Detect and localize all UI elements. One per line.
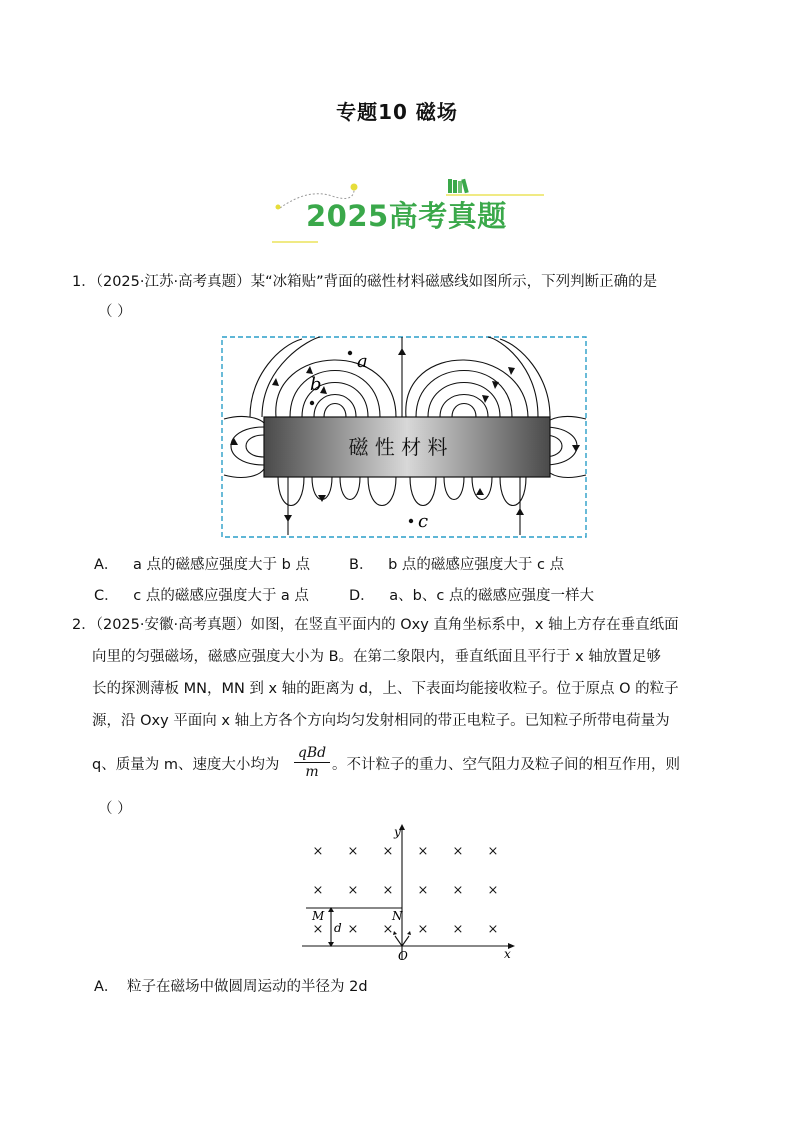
point-b-label: b: [310, 374, 322, 395]
q1-option-d: D． a、b、c 点的磁感应强度一样大: [349, 588, 594, 604]
cross-mark: ×: [347, 883, 359, 898]
origin-label: O: [398, 949, 408, 963]
q2-line-2: 向里的匀强磁场，磁感应强度大小为 B。在第二象限内，垂直纸面且平行于 x 轴放置足够: [92, 649, 661, 665]
point-c-label: c: [418, 511, 429, 532]
cross-mark: ×: [382, 883, 394, 898]
d-label: d: [334, 921, 342, 935]
q1-source: （2025·江苏·高考真题）: [95, 274, 251, 290]
q1-option-a: A． a 点的磁感应强度大于 b 点: [94, 557, 310, 573]
cross-mark: ×: [452, 844, 464, 859]
cross-mark: ×: [312, 844, 324, 859]
cross-mark: ×: [417, 844, 429, 859]
q2-coordinate-figure: [298, 824, 518, 964]
cross-mark: ×: [487, 883, 499, 898]
q2-blank: （ ）: [98, 801, 132, 817]
cross-mark: ×: [347, 844, 359, 859]
cross-mark: ×: [312, 883, 324, 898]
q1-magnetic-figure: [220, 335, 590, 540]
q2-option-a: A． 粒子在磁场中做圆周运动的半径为 2d: [94, 979, 368, 995]
cross-mark: ×: [452, 922, 464, 937]
q2-line-4: 源，沿 Oxy 平面向 x 轴上方各个方向均匀发射相同的带正电粒子。已知粒子所带电荷量为: [92, 713, 670, 729]
cross-mark: ×: [417, 922, 429, 937]
point-a-label: a: [357, 351, 368, 372]
q1-number: 1．: [72, 274, 96, 290]
cross-mark: ×: [347, 922, 359, 937]
cross-mark: ×: [382, 844, 394, 859]
q1-option-c: C． c 点的磁感应强度大于 a 点: [94, 588, 309, 604]
q2-line-5: q、质量为 m、速度大小均为 qBd m 。不计粒子的重力、空气阻力及粒子间的相互作用，则: [92, 745, 680, 780]
q2-line-1: 2．（2025·安徽·高考真题）如图，在竖直平面内的 Oxy 直角坐标系中，x 轴上方存在垂直纸面: [72, 617, 679, 633]
page-title: 专题10 磁场: [336, 100, 458, 124]
cross-mark: ×: [417, 883, 429, 898]
q2-fraction: qBd m: [294, 744, 330, 781]
cross-mark: ×: [452, 883, 464, 898]
q1-blank: （ ）: [98, 304, 132, 320]
q1-option-b: B． b 点的磁感应强度大于 c 点: [349, 557, 565, 573]
section-banner: 2025高考真题: [306, 199, 507, 233]
cross-mark: ×: [487, 844, 499, 859]
y-axis-label: y: [394, 825, 401, 839]
x-axis-label: x: [504, 947, 511, 961]
q1-text: 某“冰箱贴”背面的磁性材料磁感线如图所示，下列判断正确的是: [250, 274, 658, 290]
material-label: 磁 性 材 料: [348, 435, 448, 459]
books-icon: [448, 179, 469, 194]
q1-stem: [72, 271, 732, 293]
m-label: M: [312, 909, 325, 923]
n-label: N: [392, 909, 403, 923]
cross-mark: ×: [382, 922, 394, 937]
cross-mark: ×: [487, 922, 499, 937]
q2-line-3: 长的探测薄板 MN，MN 到 x 轴的距离为 d，上、下表面均能接收粒子。位于原点 O 的粒子: [92, 681, 679, 697]
cross-mark: ×: [312, 922, 324, 937]
